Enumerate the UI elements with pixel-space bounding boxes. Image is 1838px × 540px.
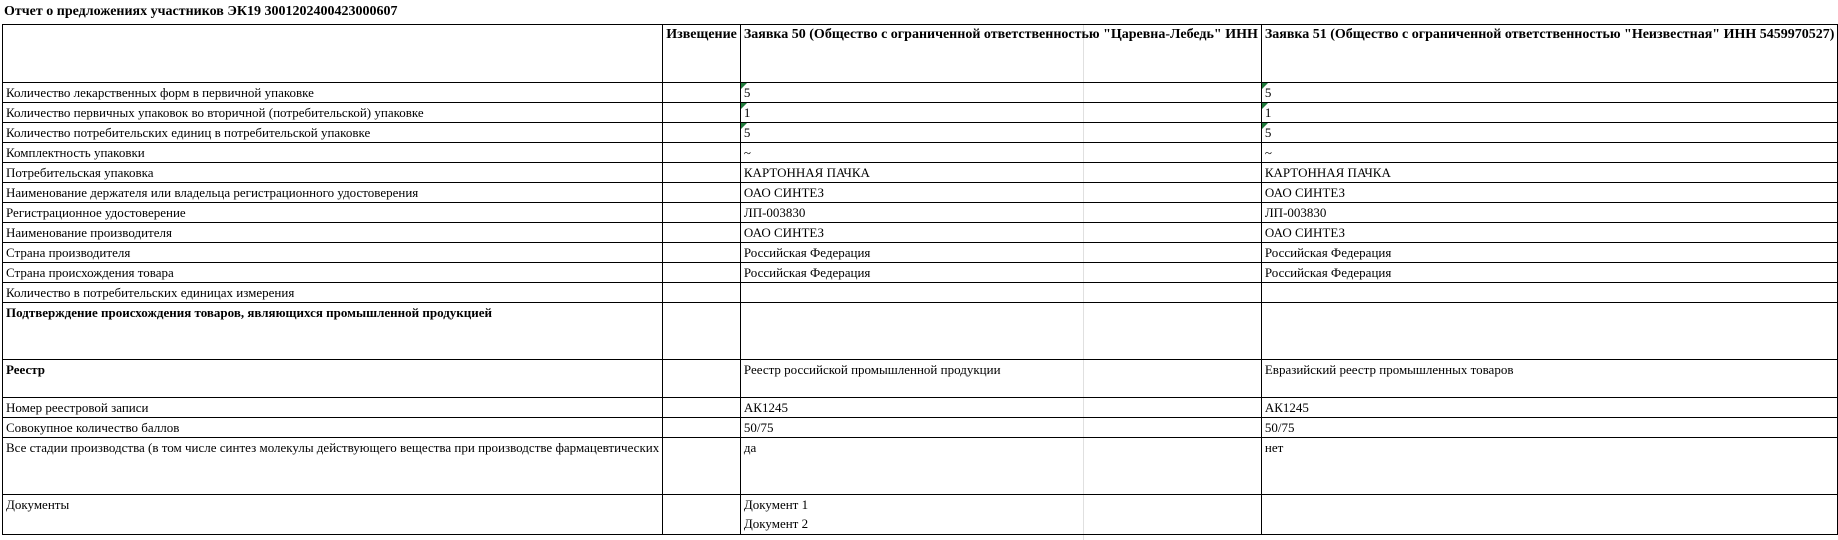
row-label[interactable]: Количество в потребительских единицах измерения: [3, 283, 663, 303]
table-row: [3, 283, 1838, 303]
row-label[interactable]: Количество лекарственных форм в первичной упаковке: [3, 83, 663, 103]
bid-51-cell[interactable]: Российская Федерация: [1261, 263, 1838, 283]
bid-51-cell[interactable]: [1261, 495, 1838, 535]
header-bid-50[interactable]: Заявка 50 (Общество с ограниченной ответственностью "Царевна-Лебедь" ИНН: [740, 25, 1261, 83]
bid-51-cell[interactable]: Российская Федерация: [1261, 243, 1838, 263]
bid-51-cell[interactable]: нет: [1261, 438, 1838, 495]
bid-51-cell[interactable]: АК1245: [1261, 398, 1838, 418]
bid-51-cell[interactable]: [1261, 283, 1838, 303]
row-label[interactable]: Совокупное количество баллов: [3, 418, 663, 438]
bid-50-cell[interactable]: ЛП-003830: [740, 203, 1261, 223]
row-label[interactable]: Реестр: [3, 360, 663, 398]
bid-50-cell[interactable]: Российская Федерация: [740, 263, 1261, 283]
table-row: [3, 203, 1838, 223]
table-row: [3, 183, 1838, 203]
bid-50-cell[interactable]: да: [740, 438, 1261, 495]
notice-cell[interactable]: [663, 143, 741, 163]
bid-51-cell[interactable]: ЛП-003830: [1261, 203, 1838, 223]
bid-50-cell[interactable]: 5: [740, 123, 1261, 143]
notice-cell[interactable]: [663, 398, 741, 418]
bid-51-cell[interactable]: 5: [1261, 83, 1838, 103]
notice-cell[interactable]: [663, 283, 741, 303]
bid-51-cell[interactable]: 5: [1261, 123, 1838, 143]
table-row: [3, 303, 1838, 360]
table-row: [3, 163, 1838, 183]
bid-51-cell[interactable]: 1: [1261, 103, 1838, 123]
bid-50-cell[interactable]: АК1245: [740, 398, 1261, 418]
notice-cell[interactable]: [663, 263, 741, 283]
row-label[interactable]: Регистрационное удостоверение: [3, 203, 663, 223]
row-label[interactable]: Подтверждение происхождения товаров, являющихся промышленной продукцией: [3, 303, 663, 360]
report-table: [2, 24, 1838, 535]
notice-cell[interactable]: [663, 303, 741, 360]
table-row: [3, 103, 1838, 123]
bid-50-cell[interactable]: Российская Федерация: [740, 243, 1261, 263]
row-label[interactable]: Комплектность упаковки: [3, 143, 663, 163]
row-label[interactable]: Наименование производителя: [3, 223, 663, 243]
bid-51-cell[interactable]: ОАО СИНТЕЗ: [1261, 223, 1838, 243]
row-label[interactable]: Номер реестровой записи: [3, 398, 663, 418]
bid-50-cell[interactable]: ОАО СИНТЕЗ: [740, 223, 1261, 243]
table-row: [3, 495, 1838, 535]
row-label[interactable]: Количество потребительских единиц в потребительской упаковке: [3, 123, 663, 143]
bid-51-cell[interactable]: КАРТОННАЯ ПАЧКА: [1261, 163, 1838, 183]
table-row: [3, 398, 1838, 418]
notice-cell[interactable]: [663, 360, 741, 398]
bid-50-cell[interactable]: ~: [740, 143, 1261, 163]
bid-50-cell[interactable]: 5: [740, 83, 1261, 103]
notice-cell[interactable]: [663, 103, 741, 123]
notice-cell[interactable]: [663, 183, 741, 203]
row-label[interactable]: Страна происхождения товара: [3, 263, 663, 283]
row-label[interactable]: Потребительская упаковка: [3, 163, 663, 183]
bid-51-cell[interactable]: Евразийский реестр промышленных товаров: [1261, 360, 1838, 398]
row-label[interactable]: Страна производителя: [3, 243, 663, 263]
bid-50-cell[interactable]: КАРТОННАЯ ПАЧКА: [740, 163, 1261, 183]
notice-cell[interactable]: [663, 123, 741, 143]
notice-cell[interactable]: [663, 223, 741, 243]
bid-50-cell[interactable]: ОАО СИНТЕЗ: [740, 183, 1261, 203]
table-row: [3, 83, 1838, 103]
bid-51-cell[interactable]: ~: [1261, 143, 1838, 163]
notice-cell[interactable]: [663, 438, 741, 495]
report-title[interactable]: Отчет о предложениях участников ЭК19 3001202400423000607: [4, 4, 398, 19]
table-row: [3, 223, 1838, 243]
notice-cell[interactable]: [663, 418, 741, 438]
notice-cell[interactable]: [663, 495, 741, 535]
table-row: [3, 243, 1838, 263]
bid-50-cell[interactable]: [740, 303, 1261, 360]
header-empty-cell[interactable]: [3, 25, 663, 83]
table-row: [3, 418, 1838, 438]
row-label[interactable]: Наименование держателя или владельца регистрационного удостоверения: [3, 183, 663, 203]
bid-51-cell[interactable]: [1261, 303, 1838, 360]
bid-51-cell[interactable]: ОАО СИНТЕЗ: [1261, 183, 1838, 203]
document-link[interactable]: Документ 2: [743, 516, 809, 531]
bid-50-documents-cell[interactable]: [740, 495, 1261, 535]
table-row: [3, 263, 1838, 283]
header-bid-51[interactable]: Заявка 51 (Общество с ограниченной ответственностью "Неизвестная" ИНН 5459970527): [1261, 25, 1838, 83]
notice-cell[interactable]: [663, 83, 741, 103]
row-label[interactable]: Документы: [3, 495, 663, 535]
header-notice[interactable]: Извещение: [663, 25, 741, 83]
bid-50-cell[interactable]: 50/75: [740, 418, 1261, 438]
bid-50-cell[interactable]: [740, 283, 1261, 303]
notice-cell[interactable]: [663, 163, 741, 183]
bid-50-cell[interactable]: 1: [740, 103, 1261, 123]
table-row: [3, 143, 1838, 163]
bid-51-cell[interactable]: 50/75: [1261, 418, 1838, 438]
row-label[interactable]: Количество первичных упаковок во вторичной (потребительской) упаковке: [3, 103, 663, 123]
bid-50-cell[interactable]: Реестр российской промышленной продукции: [740, 360, 1261, 398]
table-row: [3, 438, 1838, 495]
header-row: [3, 25, 1838, 83]
table-row: [3, 123, 1838, 143]
table-row: [3, 360, 1838, 398]
document-link[interactable]: Документ 1: [743, 497, 809, 512]
notice-cell[interactable]: [663, 243, 741, 263]
row-label[interactable]: Все стадии производства (в том числе синтез молекулы действующего вещества при производстве фармацевтических: [3, 438, 663, 495]
notice-cell[interactable]: [663, 203, 741, 223]
